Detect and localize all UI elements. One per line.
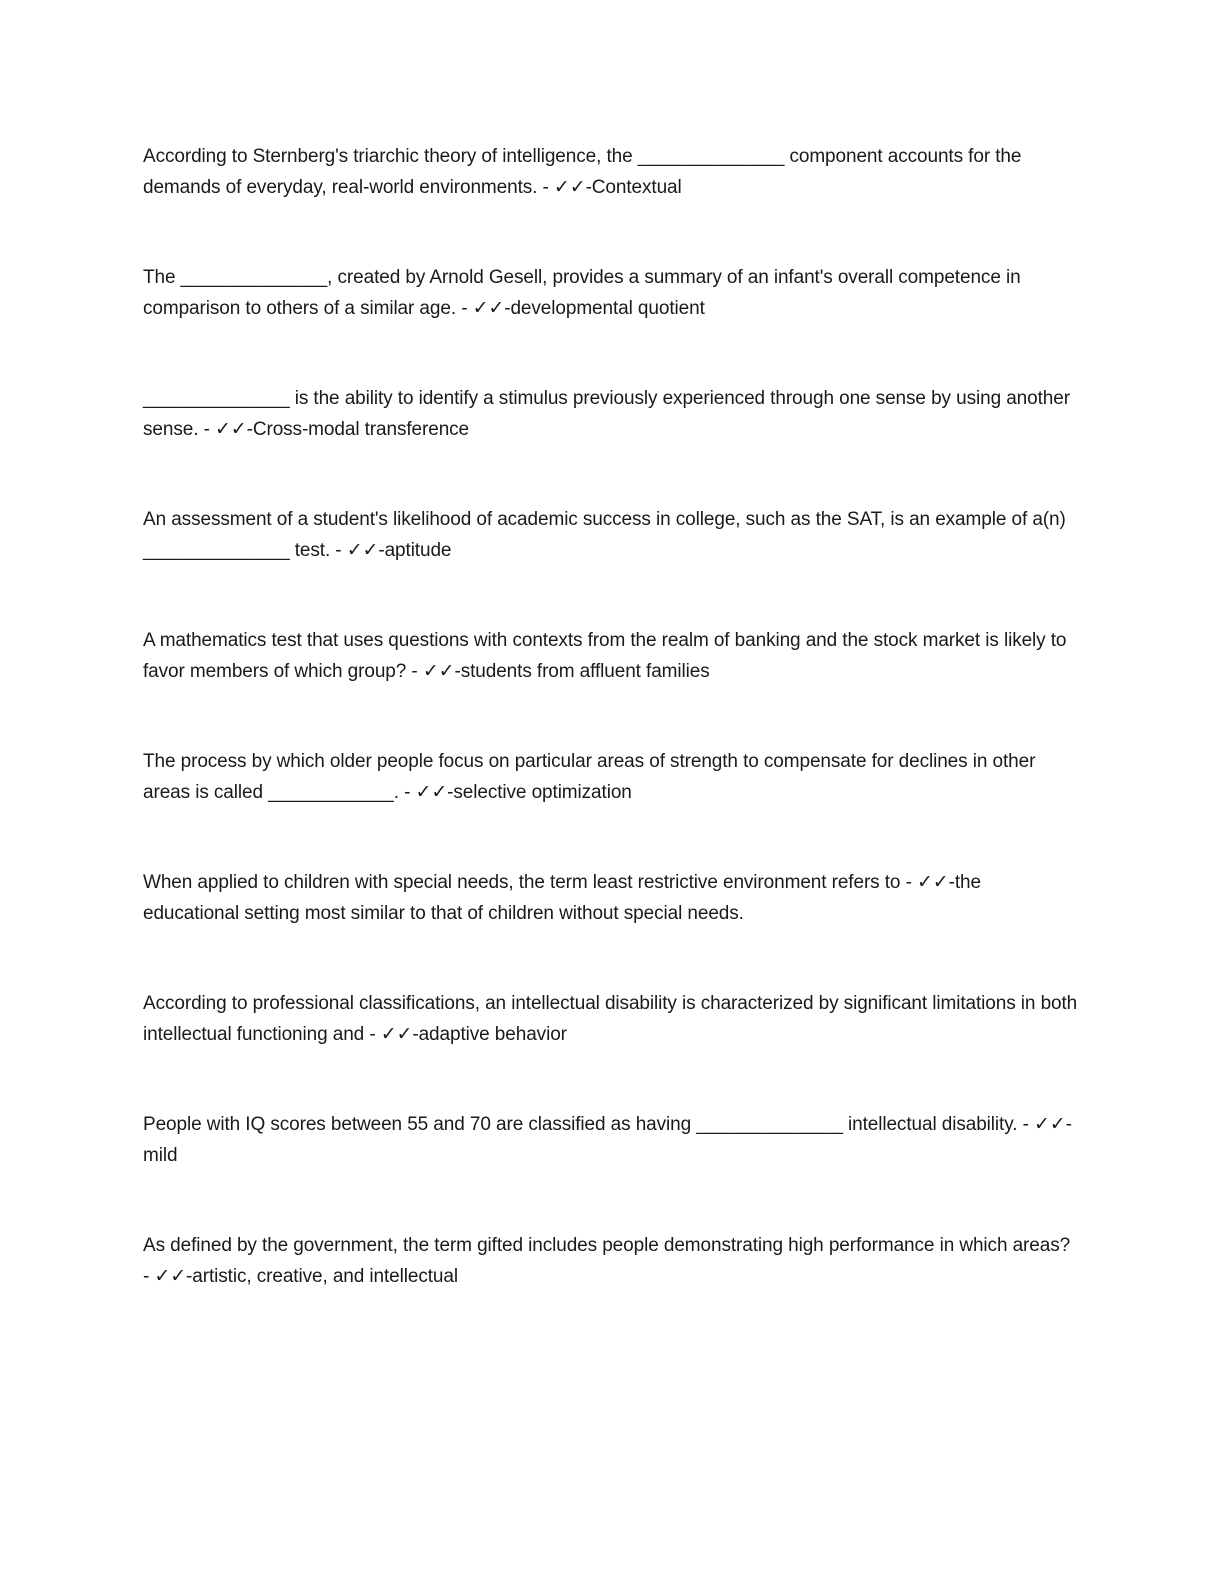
answer-text: the educational setting most similar to that of children without special needs.: [143, 872, 981, 924]
answer-text: artistic, creative, and intellectual: [192, 1266, 458, 1287]
answer-text: Cross-modal transference: [252, 419, 470, 440]
check-separator: - ✓✓-: [198, 419, 253, 440]
question-text: An assessment of a student's likelihood of academic success in college, such as the SAT, is an example of a(n) ______________ test.: [143, 509, 1066, 561]
question-text: ______________ is the ability to identify a stimulus previously experienced through one sense by using another sense.: [143, 388, 1070, 440]
question-text: When applied to children with special needs, the term least restrictive environment refers to: [143, 872, 901, 893]
check-separator: - ✓✓-: [406, 661, 461, 682]
question-text: The process by which older people focus on particular areas of strength to compensate for declines in other areas is called ____________.: [143, 751, 1036, 803]
answer-text: mild: [143, 1145, 178, 1166]
qa-item-6: [143, 746, 1078, 808]
answer-text: Contextual: [591, 177, 682, 198]
qa-item-1: [143, 141, 1078, 203]
question-text: According to professional classifications, an intellectual disability is characterized by significant limitations in both intellectual functioning and: [143, 993, 1078, 1045]
question-text: According to Sternberg's triarchic theory of intelligence, the ______________ component accounts for the demands of everyday, real-world environments.: [143, 146, 1022, 198]
qa-item-5: [143, 625, 1078, 687]
question-text: The ______________, created by Arnold Gesell, provides a summary of an infant's overall competence in comparison to others of a similar age.: [143, 267, 1021, 319]
answer-text: selective optimization: [453, 782, 632, 803]
question-text: People with IQ scores between 55 and 70 are classified as having ______________ intellectual disability.: [143, 1114, 1018, 1135]
qa-item-4: [143, 504, 1078, 566]
answer-text: developmental quotient: [510, 298, 705, 319]
question-text: A mathematics test that uses questions with contexts from the realm of banking and the stock market is likely to favor members of which group?: [143, 630, 1067, 682]
check-separator: - ✓✓-: [330, 540, 385, 561]
answer-text: students from affluent families: [460, 661, 710, 682]
qa-item-7: [143, 867, 1078, 929]
check-separator: - ✓✓-: [1017, 1114, 1072, 1135]
question-answer-list: [143, 141, 1078, 1351]
qa-item-3: [143, 383, 1078, 445]
qa-item-2: [143, 262, 1078, 324]
answer-text: aptitude: [384, 540, 452, 561]
check-separator: - ✓✓-: [364, 1024, 419, 1045]
question-text: As defined by the government, the term gifted includes people demonstrating high performance in which areas?: [143, 1235, 1071, 1256]
qa-item-8: [143, 988, 1078, 1050]
check-separator: - ✓✓-: [537, 177, 592, 198]
qa-item-10: [143, 1230, 1078, 1292]
check-separator: - ✓✓-: [143, 1266, 193, 1287]
qa-item-9: [143, 1109, 1078, 1171]
answer-text: adaptive behavior: [418, 1024, 567, 1045]
check-separator: - ✓✓-: [900, 872, 955, 893]
check-separator: - ✓✓-: [456, 298, 511, 319]
check-separator: - ✓✓-: [398, 782, 454, 803]
